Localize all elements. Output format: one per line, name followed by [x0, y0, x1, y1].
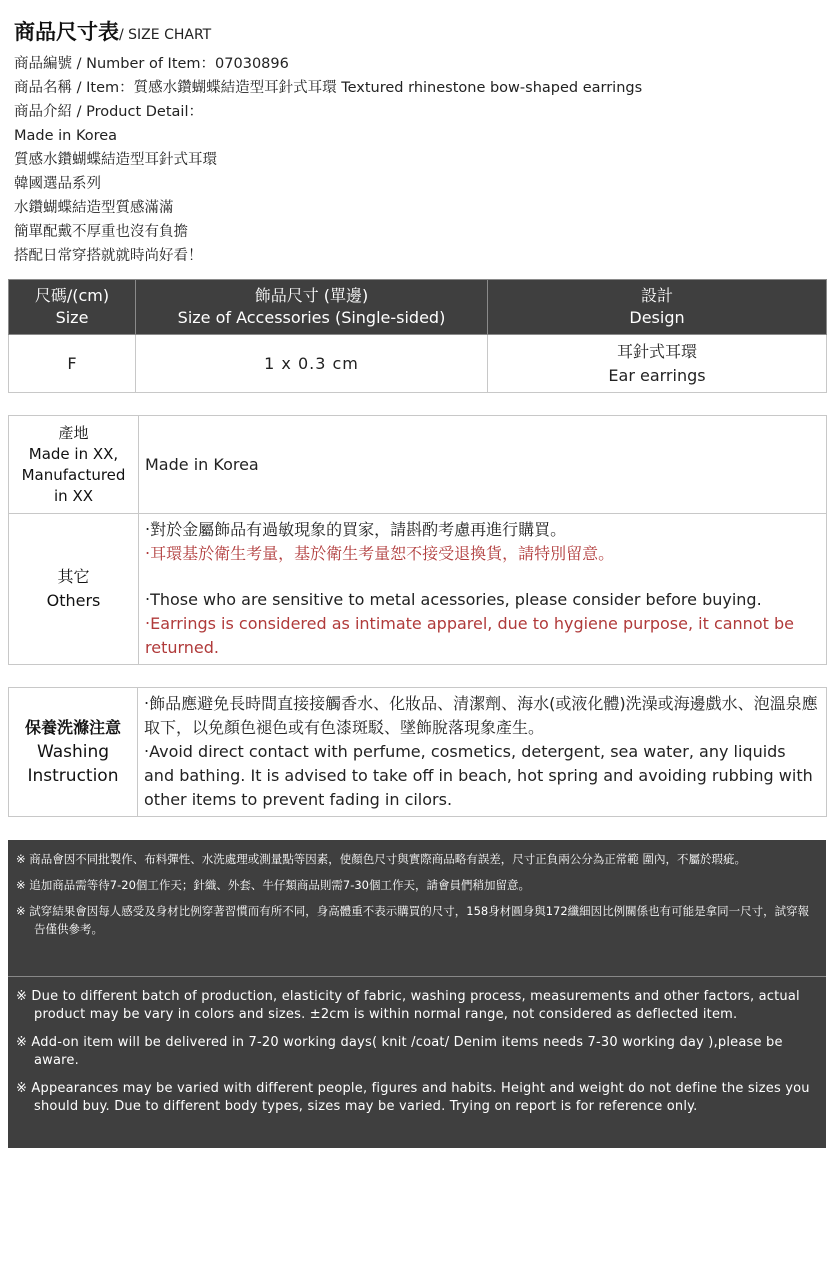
- info-detail-line: 簡單配戴不厚重也沒有負擔: [14, 224, 188, 240]
- size-table: [8, 279, 827, 393]
- title-sub: / SIZE CHART: [119, 27, 212, 43]
- size-value: F: [9, 335, 136, 393]
- info-item-number: 商品編號 / Number of Item：07030896: [14, 56, 289, 72]
- others-label: 其它 Others: [9, 514, 139, 665]
- notice-item: ※ 商品會因不同批製作、布料彈性、水洗處理或測量點等因素，使顏色尺寸與實際商品略有誤差，尺寸正負兩公分為正常範 圍內，不屬於瑕疵。: [16, 852, 746, 866]
- care-table: [8, 687, 827, 817]
- care-text-zh: ‧飾品應避免長時間直接接觸香水、化妝品、清潔劑、海水(或液化體)洗澡或海邊戲水、泡溫泉應取下，以免顏色褪色或有色漆斑駁、墜飾脫落現象產生。: [144, 694, 818, 737]
- origin-value: Made in Korea: [139, 416, 827, 514]
- dimension-value: 1 x 0.3 cm: [136, 335, 488, 393]
- notice-divider: [8, 976, 826, 977]
- notice-item: ※ 追加商品需等待7-20個工作天；針織、外套、牛仔類商品則需7-30個工作天，請會員們稍加留意。: [16, 878, 530, 892]
- others-line-zh: ‧對於金屬飾品有過敏現象的買家，請斟酌考慮再進行購買。: [145, 520, 567, 539]
- detail-table: [8, 415, 827, 665]
- table-row: [9, 335, 827, 393]
- header-accessory-size: 飾品尺寸 (單邊) Size of Accessories (Single-sided): [136, 280, 488, 335]
- care-value: [138, 688, 827, 817]
- header-size: 尺碼/(cm) Size: [9, 280, 136, 335]
- notice-item: ※ 試穿結果會因每人感受及身材比例穿著習慣而有所不同，身高體重不表示購買的尺寸，158身材圓身與172纖細因比例關係也有可能是拿同一尺寸，試穿報告僅供參考。: [16, 904, 810, 936]
- others-value: [139, 514, 827, 665]
- origin-row: [9, 416, 827, 514]
- others-row: [9, 514, 827, 665]
- product-info: [14, 52, 824, 268]
- notice-en: [8, 988, 826, 1126]
- care-row: [9, 688, 827, 817]
- origin-label: 產地 Made in XX, Manufactured in XX: [9, 416, 139, 514]
- notice-item: ※ Add-on item will be delivered in 7-20 working days( knit /coat/ Denim items needs 7-30 working day ),please be aware.: [16, 1035, 783, 1068]
- notice-zh: [8, 840, 826, 938]
- page-title: [14, 16, 211, 46]
- spacer: [145, 566, 820, 588]
- size-table-header: [9, 280, 827, 335]
- info-detail-heading: 商品介紹 / Product Detail：: [14, 104, 203, 120]
- notice-item: ※ Appearances may be varied with different people, figures and habits. Height and weight do not define the sizes you should buy. Due to different body types, sizes may be varied. Trying on report is for reference only.: [16, 1081, 810, 1114]
- care-label: 保養洗滌注意 Washing Instruction: [9, 688, 138, 817]
- info-detail-line: 水鑽蝴蝶結造型質感滿滿: [14, 200, 174, 216]
- info-detail-line: 質感水鑽蝴蝶結造型耳針式耳環: [14, 152, 217, 168]
- header-design: 設計 Design: [488, 280, 827, 335]
- others-line-en: ‧Those who are sensitive to metal acessories, please consider before buying.: [145, 590, 762, 609]
- info-detail-line: 搭配日常穿搭就就時尚好看！: [14, 248, 203, 264]
- notice-box: [8, 840, 826, 1148]
- info-detail-line: 韓國選品系列: [14, 176, 101, 192]
- design-value: 耳針式耳環 Ear earrings: [488, 335, 827, 393]
- info-detail-line: Made in Korea: [14, 128, 118, 144]
- care-text-en: ‧Avoid direct contact with perfume, cosmetics, detergent, sea water, any liquids and bathing. It is advised to take off in beach, hot spring and avoiding rubbing with other items to prevent fading in cilors.: [144, 742, 813, 809]
- info-item-name: 商品名稱 / Item：質感水鑽蝴蝶結造型耳針式耳環 Textured rhinestone bow-shaped earrings: [14, 80, 643, 96]
- title-main: 商品尺寸表: [14, 20, 119, 44]
- notice-item: ※ Due to different batch of production, elasticity of fabric, washing process, measurements and other factors, actual product may be vary in colors and sizes. ±2cm is within normal range, not considered as deflected item.: [16, 989, 800, 1022]
- others-warning-zh: ‧耳環基於衛生考量，基於衛生考量恕不接受退換貨，請特別留意。: [145, 544, 615, 563]
- others-warning-en: ‧Earrings is considered as intimate apparel, due to hygiene purpose, it cannot be returned.: [145, 614, 794, 657]
